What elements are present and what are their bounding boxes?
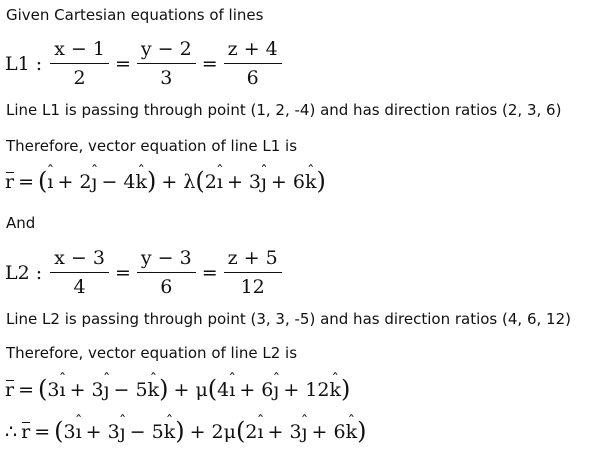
coefficient: + 3 xyxy=(267,421,302,443)
coefficient: + 12 xyxy=(283,379,330,401)
l1-numerator-x: x − 1 xyxy=(50,38,109,64)
l1-therefore-text: Therefore, vector equation of line L1 is xyxy=(6,137,298,155)
l1-denominator-x: 2 xyxy=(73,67,86,89)
l2-therefore-text: Therefore, vector equation of line L2 is xyxy=(6,344,298,362)
i-hat: ı ˆ xyxy=(47,171,53,193)
l2-description: Line L2 is passing through point (3, 3, -5) and has direction ratios (4, 6, 12) xyxy=(6,310,571,328)
open-paren: ( xyxy=(38,375,48,403)
j-hat: ȷ ˆ xyxy=(273,379,279,401)
l1-vector-equation xyxy=(5,167,326,195)
equals-sign: = xyxy=(201,52,218,75)
r-vector-symbol: r xyxy=(21,421,31,443)
l2-numerator-y: y − 3 xyxy=(137,247,196,273)
coefficient: + 2 xyxy=(57,171,92,193)
intro-text: Given Cartesian equations of lines xyxy=(6,6,264,24)
mu-term: + 2μ xyxy=(189,421,236,443)
open-paren: ( xyxy=(235,417,246,445)
j-hat: ȷ ˆ xyxy=(302,421,308,443)
i-hat: ı ˆ xyxy=(217,171,223,193)
equals-sign: = xyxy=(201,261,218,284)
coefficient: + 3 xyxy=(85,421,120,443)
close-paren: ) xyxy=(340,375,351,403)
l1-numerator-y: y − 2 xyxy=(137,38,196,64)
close-paren: ) xyxy=(175,417,185,445)
k-hat: k ˆ xyxy=(305,171,317,193)
l2-label: L2 : xyxy=(5,261,43,284)
coefficient: − 4 xyxy=(101,171,136,193)
coefficient: 2 xyxy=(204,171,217,193)
i-hat: ı ˆ xyxy=(59,379,65,401)
equals-sign: = xyxy=(114,52,131,75)
l1-label: L1 : xyxy=(5,52,43,75)
coefficient: − 5 xyxy=(113,379,148,401)
mu-term: + μ xyxy=(173,379,208,401)
final-vector-equation xyxy=(5,417,367,445)
close-paren: ) xyxy=(357,417,367,445)
j-hat: ȷ ˆ xyxy=(120,421,126,443)
and-text: And xyxy=(6,214,36,232)
coefficient: + 6 xyxy=(239,379,274,401)
close-paren: ) xyxy=(316,167,326,195)
coefficient: + 6 xyxy=(270,171,305,193)
open-paren: ( xyxy=(38,167,48,195)
l1-cartesian-equation xyxy=(5,38,284,89)
r-vector-symbol: r xyxy=(5,379,15,401)
equals-sign: = xyxy=(18,171,35,193)
coefficient: + 6 xyxy=(311,421,346,443)
equals-sign: = xyxy=(114,261,131,284)
l1-denominator-y: 3 xyxy=(160,67,173,89)
open-paren: ( xyxy=(207,375,218,403)
j-hat: ȷ ˆ xyxy=(261,171,267,193)
l2-fraction-x xyxy=(50,247,109,298)
l1-numerator-z: z + 4 xyxy=(224,38,282,64)
l2-numerator-x: x − 3 xyxy=(50,247,109,273)
l2-denominator-z: 12 xyxy=(240,276,265,298)
j-hat: ȷ ˆ xyxy=(92,171,98,193)
l1-description: Line L1 is passing through point (1, 2, -4) and has direction ratios (2, 3, 6) xyxy=(6,101,562,119)
l1-fraction-x xyxy=(50,38,109,89)
coefficient: 2 xyxy=(245,421,258,443)
k-hat: k ˆ xyxy=(329,379,341,401)
open-paren: ( xyxy=(54,417,64,445)
l1-fraction-y xyxy=(137,38,196,89)
coefficient: + 3 xyxy=(226,171,262,193)
close-paren: ) xyxy=(147,167,157,195)
close-paren: ) xyxy=(159,375,169,403)
lambda-term: + λ xyxy=(161,171,196,193)
l2-vector-equation xyxy=(5,375,351,403)
k-hat: k ˆ xyxy=(346,421,358,443)
l2-numerator-z: z + 5 xyxy=(224,247,282,273)
coefficient: + 3 xyxy=(69,379,104,401)
k-hat: k ˆ xyxy=(136,171,148,193)
k-hat: k ˆ xyxy=(148,379,160,401)
coefficient: 4 xyxy=(217,379,230,401)
l2-fraction-y xyxy=(137,247,196,298)
j-hat: ȷ ˆ xyxy=(104,379,110,401)
l2-denominator-y: 6 xyxy=(160,276,173,298)
l1-fraction-z xyxy=(224,38,282,89)
l2-fraction-z xyxy=(224,247,282,298)
equals-sign: = xyxy=(34,421,51,443)
i-hat: ı ˆ xyxy=(229,379,235,401)
i-hat: ı ˆ xyxy=(76,421,82,443)
i-hat: ı ˆ xyxy=(257,421,263,443)
l2-denominator-x: 4 xyxy=(73,276,86,298)
r-vector-symbol: r xyxy=(5,171,15,193)
l2-cartesian-equation xyxy=(5,247,284,298)
l1-denominator-z: 6 xyxy=(246,67,259,89)
coefficient: − 5 xyxy=(129,421,164,443)
k-hat: k ˆ xyxy=(164,421,176,443)
equals-sign: = xyxy=(18,379,35,401)
coefficient: 3 xyxy=(63,421,76,443)
open-paren: ( xyxy=(195,167,205,195)
coefficient: 3 xyxy=(47,379,60,401)
therefore-symbol: ∴ xyxy=(5,421,18,443)
